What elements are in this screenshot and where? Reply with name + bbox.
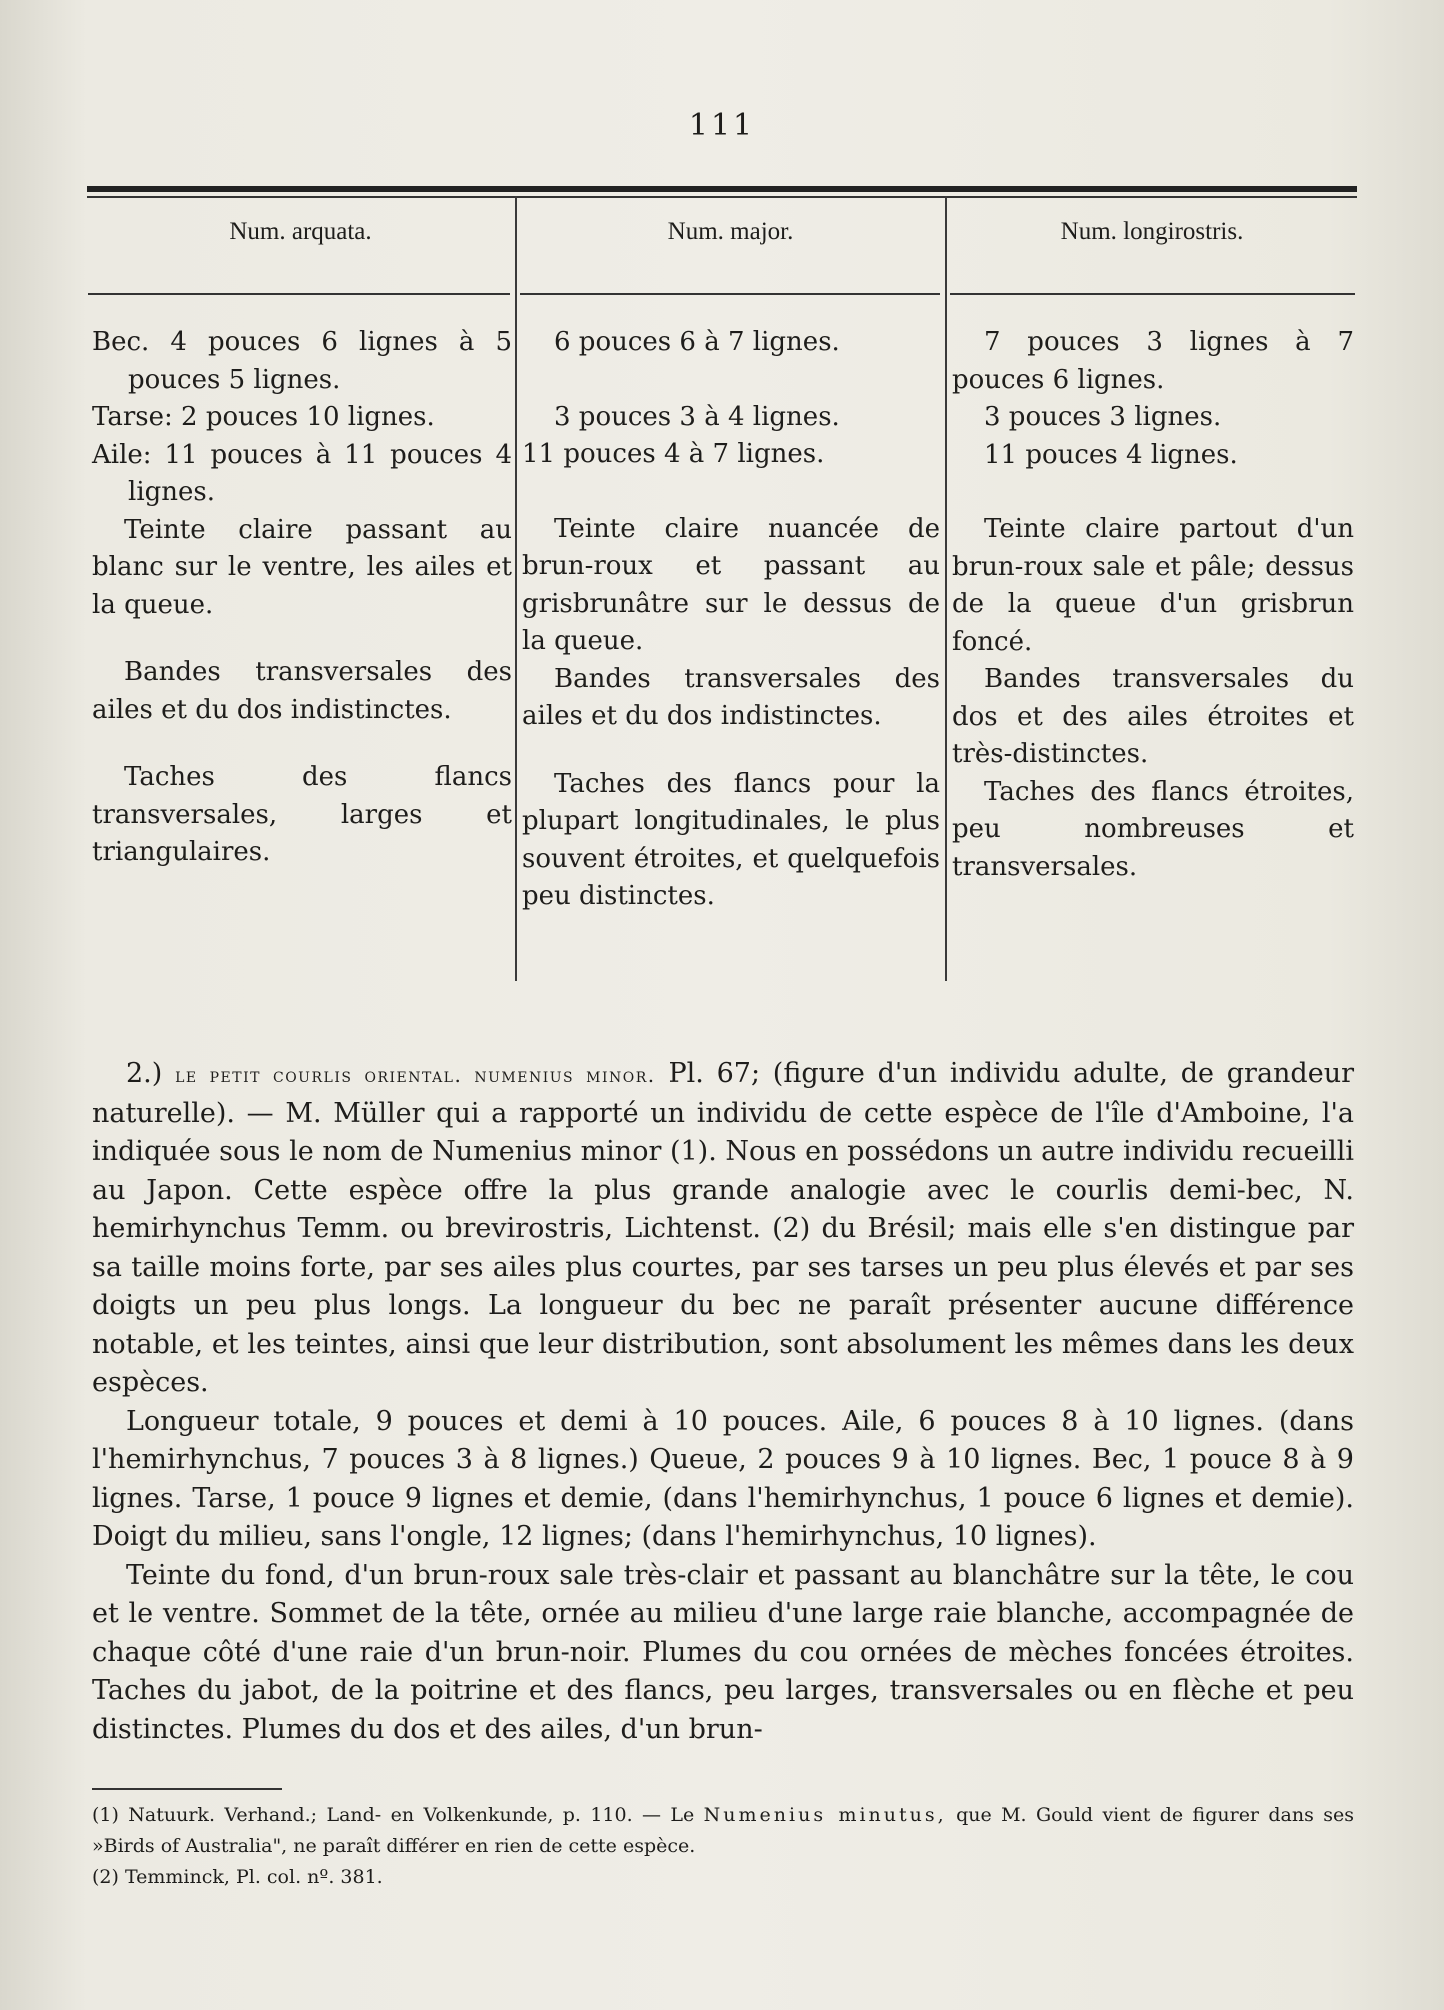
table-cell: Teinte claire passant au blanc sur le ventre, les ailes et la queue.: [92, 514, 512, 620]
page-number: 111: [688, 108, 756, 143]
measurements-paragraph: Longueur totale, 9 pouces et demi à 10 pouces. Aile, 6 pouces 8 à 10 lignes. (dans l'hemirhynchus, 7 pouces 3 à 8 lignes.) Queue, 2 pouces 9 à 10 lignes. Bec, 1 pouce 8 à 9 lignes. Tarse, 1 pouce 9 lignes et demie, (dans l'hemirhynchus, 1 pouce 6 lignes et demie). Doigt du milieu, sans l'ongle, 12 lignes; (dans l'hemirhynchus, 10 lignes).: [92, 1405, 1354, 1552]
species-description: Pl. 67; (figure d'un individu adulte, de grandeur naturelle). — M. Müller qui a rapporté un individu de cette espèce de l'île d'Amboine, l'a indiquée sous le nom de Numenius minor (1). Nous en possédons un autre individu recueilli au Japon. Cette espèce offre la plus grande analogie avec le courlis demi-bec, N. hemirhynchus Temm. ou brevirostris, Lichtenst. (2) du Brésil; mais elle s'en distingue par sa taille moins forte, par ses ailes plus courtes, par ses tarses un peu plus élevés et par ses doigts un peu plus longs. La longueur du bec ne paraît présenter aucune différence notable, et les teintes, ainsi que leur distribution, sont absolument les mêmes dans les deux espèces.: [92, 1058, 1354, 1398]
header-rule: [87, 186, 1357, 192]
column-header-longirostris: Num. longirostris.: [1060, 218, 1244, 245]
table-column-arquata: [92, 324, 512, 872]
table-cell: Bandes transversales des ailes et du dos indistinctes.: [92, 657, 512, 725]
footnote-1-text-end: que M. Gould vient de figurer dans ses »Birds of Australia", ne paraît différer en rien de cette espèce.: [92, 1804, 1354, 1857]
table-cell: Taches des flancs étroites, peu nombreuses et transversales.: [952, 776, 1354, 882]
table-cell: 6 pouces 6 à 7 lignes.: [554, 327, 840, 357]
column-divider: [515, 196, 517, 981]
table-column-longirostris: [952, 324, 1354, 886]
table-cell: Tarse: 2 pouces 10 lignes.: [92, 402, 435, 432]
footnotes: [92, 1800, 1354, 1893]
footnote-1-species: Numenius minutus,: [703, 1804, 947, 1826]
table-cell: 3 pouces 3 à 4 lignes.: [554, 401, 840, 432]
table-cell: 11 pouces 4 lignes.: [984, 439, 1238, 470]
table-cell: Teinte claire partout d'un brun-roux sale et pâle; dessus de la queue d'un grisbrun foncé.: [952, 514, 1354, 657]
column-rule: [950, 293, 1355, 295]
column-header-arquata: Num. arquata.: [229, 218, 372, 245]
column-rule: [88, 293, 510, 295]
footnote-1: [92, 1800, 1354, 1862]
table-cell: Bec. 4 pouces 6 lignes à 5 pouces 5 lignes.: [92, 327, 512, 395]
table-cell: Aile: 11 pouces à 11 pouces 4 lignes.: [92, 439, 512, 507]
table-cell: Taches des flancs transversales, larges et triangulaires.: [92, 762, 512, 867]
coloration-paragraph: Teinte du fond, d'un brun-roux sale très-clair et passant au blanchâtre sur la tête, le cou et le ventre. Sommet de la tête, ornée au milieu d'une large raie blanche, accompagnée de chaque côté d'une raie d'un brun-noir. Plumes du cou ornées de mèches foncées étroites. Taches du jabot, de la poitrine et des flancs, peu larges, transversales ou en flèche et peu distinctes. Plumes du dos et des ailes, d'un brun-: [92, 1559, 1354, 1745]
header-rule-thin: [87, 196, 1357, 198]
species-title: le petit courlis oriental. numenius minor.: [175, 1063, 656, 1087]
species-paragraph: [92, 1055, 1354, 1403]
table-cell: Bandes transversales du dos et des ailes étroites et très-distinctes.: [952, 664, 1354, 769]
column-header-major: Num. major.: [667, 218, 794, 245]
table-cell: 3 pouces 3 lignes.: [984, 402, 1222, 432]
table-cell: Teinte claire nuancée de brun-roux et passant au grisbrunâtre sur le dessus de la queue.: [522, 513, 940, 656]
table-cell: Taches des flancs pour la plupart longitudinales, le plus souvent étroites, et quelquefois peu distinctes.: [522, 768, 940, 911]
table-cell: Bandes transversales des ailes et du dos indistinctes.: [522, 663, 940, 731]
column-divider: [945, 196, 947, 981]
table-column-major: [522, 324, 940, 916]
footnote-1-text: (1) Natuurk. Verhand.; Land- en Volkenkunde, p. 110. — Le: [92, 1804, 695, 1826]
table-cell: 11 pouces 4 à 7 lignes.: [522, 439, 825, 469]
footnote-rule: [92, 1788, 282, 1790]
table-cell: 7 pouces 3 lignes à 7 pouces 6 lignes.: [952, 327, 1354, 395]
column-rule: [520, 293, 940, 295]
species-number: 2.): [126, 1058, 163, 1089]
footnote-2: (2) Temminck, Pl. col. nº. 381.: [92, 1866, 383, 1888]
body-text: [92, 1055, 1354, 1749]
